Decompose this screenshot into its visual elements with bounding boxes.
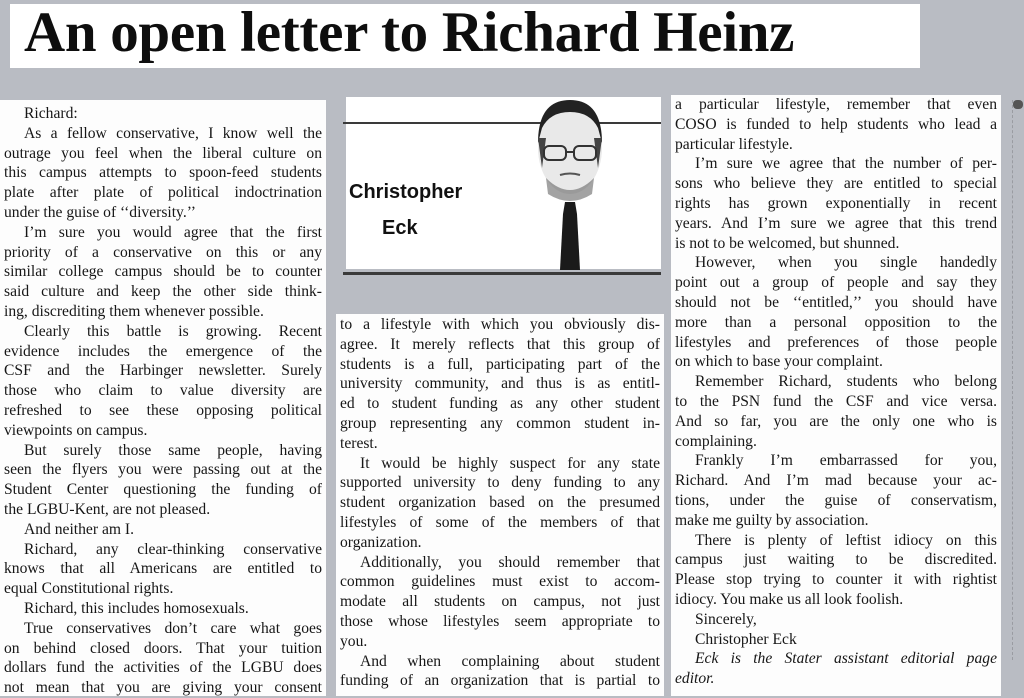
- author-portrait: [520, 98, 620, 270]
- text-line: And so far, you are the only one who is: [675, 412, 997, 430]
- text-line: a particular lifestyle, remember that even: [675, 96, 997, 113]
- divider-rule: [343, 272, 661, 275]
- text-line: to a lifestyle with which you obviously dis-: [340, 316, 660, 333]
- text-line: rights has grown exponentially in recent: [675, 194, 997, 212]
- text-line: outrage you feel when the liberal culture on: [4, 144, 322, 162]
- text-line: the LGBU-Kent, are not pleased.: [4, 500, 211, 518]
- text-line: equal Constitutional rights.: [4, 580, 174, 598]
- text-line: seen the flyers you were passing out at the: [4, 461, 322, 479]
- text-line: those who claim to value diversity are: [4, 382, 322, 400]
- text-line: ed to student funding as any other student: [340, 395, 660, 413]
- text-line: complaining.: [675, 432, 757, 450]
- text-line: knows that all Americans are entitled to: [4, 560, 322, 578]
- text-line: Richard, any clear-thinking conservative: [24, 540, 322, 558]
- headline-box: [10, 1, 920, 68]
- text-line: group representing any common student in-: [340, 414, 660, 432]
- text-line: make me guilty by association.: [675, 511, 869, 529]
- text-line: on behind closed doors. That your tuition: [4, 639, 322, 657]
- text-line: to the PSN fund the CSF and vice versa.: [675, 392, 997, 410]
- text-line: lifestyles and preferences of those people: [675, 333, 997, 351]
- article-column-1: [0, 100, 326, 696]
- text-line: years. And I’m sure we agree that this trend: [675, 214, 997, 232]
- text-line: those whose lifestyles seem appropriate to: [340, 612, 660, 630]
- text-line: Please stop trying to counter it with rightist: [675, 571, 997, 589]
- text-line: Frankly I’m embarrassed for you,: [695, 452, 997, 470]
- text-line: this campus attempts to spoon-feed students: [4, 164, 322, 182]
- text-line: And neither am I.: [24, 520, 134, 538]
- text-line: CSF and the Harbinger newsletter. Surely: [4, 362, 322, 380]
- text-line: Sincerely,: [695, 610, 757, 628]
- text-line: There is plenty of leftist idiocy on this: [695, 531, 997, 549]
- text-line: ing, discrediting them whenever possible.: [4, 302, 264, 320]
- text-line: lifestyles of some of the members of that: [340, 513, 660, 531]
- text-line: Richard:: [24, 105, 78, 122]
- text-line: sons who believe they are entitled to special: [675, 175, 997, 193]
- text-line: Remember Richard, students who belong: [695, 373, 997, 391]
- text-line: idiocy. You make us all look foolish.: [675, 590, 904, 608]
- text-line: priority of a conservative on this or any: [4, 243, 322, 261]
- text-line: more than a personal opposition to the: [675, 313, 997, 331]
- page-edge: [1012, 100, 1017, 660]
- text-line: funding of an organization that is partial to: [340, 672, 660, 690]
- text-line: And when complaining about student: [360, 652, 660, 670]
- text-line: However, when you single handedly: [695, 254, 997, 272]
- text-line: is not to be welcomed, but shunned.: [675, 234, 900, 252]
- text-line: agree. It merely reflects that this group of: [340, 335, 660, 353]
- text-line: Richard. And I’m mad because your ac-: [675, 472, 997, 490]
- text-line: common guidelines must exist to accom-: [340, 573, 660, 591]
- text-line: I’m sure you would agree that the first: [24, 223, 322, 241]
- text-line: I’m sure we agree that the number of per-: [695, 155, 997, 173]
- text-line: under the guise of ‘‘diversity.’’: [4, 203, 196, 221]
- text-line: similar college campus should be to counter: [4, 263, 322, 281]
- text-line: you.: [340, 632, 368, 650]
- text-line: Eck is the Stater assistant editorial page: [695, 650, 997, 668]
- text-line: But surely those same people, having: [24, 441, 322, 459]
- headline: An open letter to Richard Heinz: [24, 1, 795, 64]
- text-line: As a fellow conservative, I know well the: [24, 124, 322, 142]
- text-line: dollars fund the activities of the LGBU does: [4, 659, 322, 677]
- text-line: point out a group of people and say they: [675, 274, 997, 292]
- article-column-2: [336, 314, 664, 696]
- text-line: university community, and thus is as entitl-: [340, 375, 660, 393]
- text-line: students is a full, participating part of the: [340, 355, 660, 373]
- text-line: organization.: [340, 533, 422, 551]
- article-column-3: [671, 95, 1001, 696]
- text-line: COSO is funded to help students who lead a: [675, 115, 997, 133]
- text-line: supported university to deny funding to any: [340, 474, 660, 492]
- text-line: plate after plate of political indoctrination: [4, 184, 322, 202]
- text-line: terest.: [340, 434, 378, 452]
- author-last-name: Eck: [382, 217, 418, 239]
- text-line: tions, under the guise of conservatism,: [675, 491, 997, 509]
- ink-mark: [1013, 100, 1023, 109]
- text-line: viewpoints on campus.: [4, 421, 148, 439]
- text-line: on which to base your complaint.: [675, 353, 883, 371]
- text-line: Clearly this battle is growing. Recent: [24, 322, 322, 340]
- text-line: student organization based on the presumed: [340, 494, 660, 512]
- text-line: Student Center questioning the funding of: [4, 481, 322, 499]
- text-line: modate all students on campus, not just: [340, 593, 660, 611]
- author-first-name: Christopher: [349, 181, 463, 203]
- text-line: editor.: [675, 670, 715, 688]
- text-line: True conservatives don’t care what goes: [24, 619, 322, 637]
- text-line: Richard, this includes homosexuals.: [24, 599, 249, 617]
- text-line: should not be ‘‘entitled,’’ you should have: [675, 293, 997, 311]
- text-line: It would be highly suspect for any state: [360, 454, 660, 472]
- text-line: refreshed to see these opposing political: [4, 401, 322, 419]
- text-line: campus just waiting to be discredited.: [675, 551, 997, 569]
- text-line: Christopher Eck: [695, 630, 797, 648]
- text-line: said culture and keep the other side think-: [4, 283, 322, 301]
- text-line: evidence includes the emergence of the: [4, 342, 322, 360]
- text-line: not mean that you are giving your consent: [4, 679, 322, 697]
- text-line: Additionally, you should remember that: [360, 553, 660, 571]
- text-line: particular lifestyle.: [675, 135, 793, 153]
